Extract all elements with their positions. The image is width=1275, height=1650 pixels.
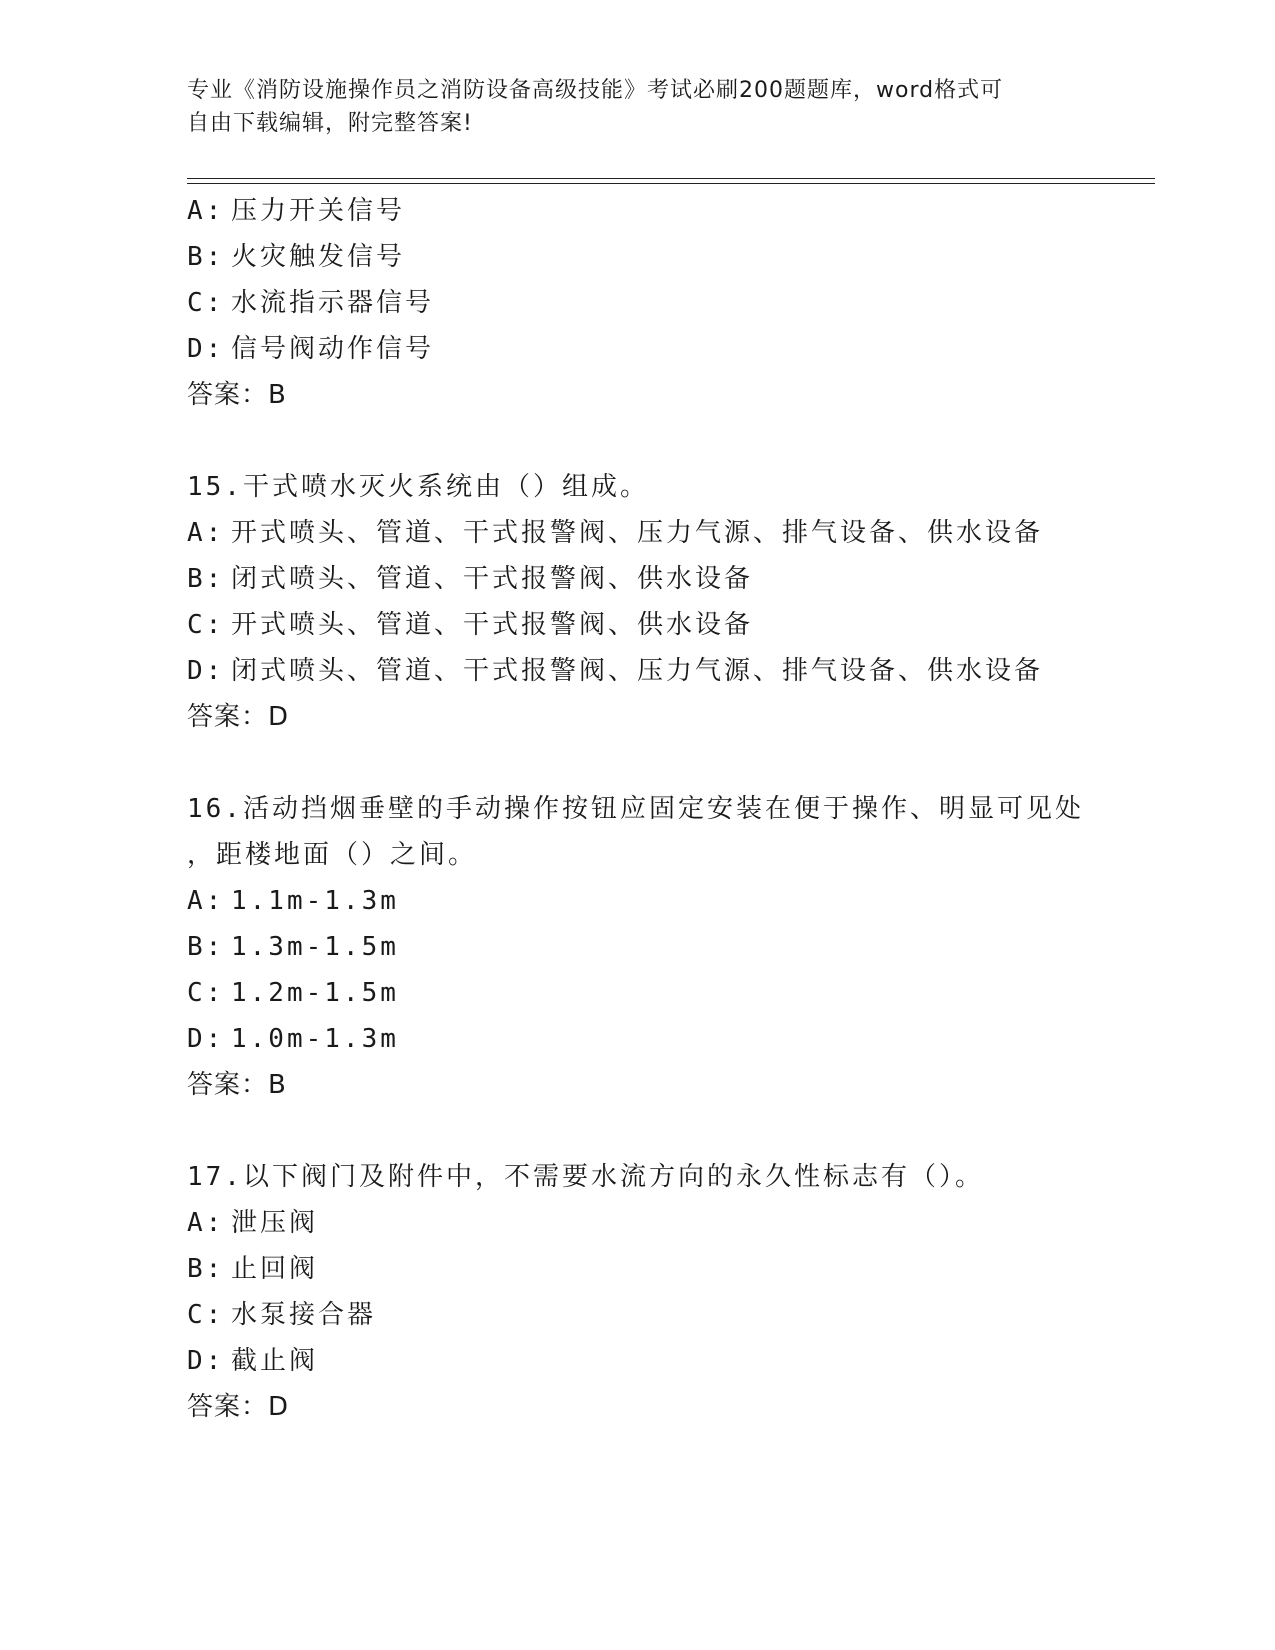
- option-c: [187, 280, 1147, 326]
- option-key: B:: [187, 932, 225, 962]
- spacer: [187, 1108, 1147, 1154]
- question-text-continued: ，距楼地面（）之间。: [187, 840, 478, 870]
- option-key: B:: [187, 564, 225, 594]
- option-a: [187, 188, 1147, 234]
- question-15: [187, 464, 1147, 740]
- option-b: [187, 924, 1147, 970]
- option-c: [187, 1292, 1147, 1338]
- question-17: [187, 1154, 1147, 1430]
- option-key: D:: [187, 1346, 225, 1376]
- spacer: [187, 740, 1147, 786]
- option-key: C:: [187, 288, 225, 318]
- option-text: 截止阀: [231, 1346, 319, 1376]
- option-text: 水泵接合器: [231, 1300, 377, 1330]
- option-key: B:: [187, 1254, 225, 1284]
- header-line-1: 专业《消防设施操作员之消防设备高级技能》考试必刷200题题库，word格式可: [187, 78, 1004, 103]
- option-text: 水流指示器信号: [231, 288, 435, 318]
- option-text: 1.0m-1.3m: [231, 1024, 399, 1054]
- option-text: 火灾触发信号: [231, 242, 406, 272]
- option-d: [187, 326, 1147, 372]
- answer-line: 答案：D: [187, 702, 290, 732]
- option-b: [187, 1246, 1147, 1292]
- option-c: [187, 970, 1147, 1016]
- option-key: A:: [187, 196, 225, 226]
- question-text: 16.活动挡烟垂壁的手动操作按钮应固定安装在便于操作、明显可见处: [187, 794, 1084, 824]
- option-key: C:: [187, 1300, 225, 1330]
- option-text: 1.2m-1.5m: [231, 978, 399, 1008]
- option-text: 泄压阀: [231, 1208, 319, 1238]
- option-d: [187, 1338, 1147, 1384]
- option-a: [187, 1200, 1147, 1246]
- option-key: C:: [187, 610, 225, 640]
- option-key: C:: [187, 978, 225, 1008]
- question-list: [187, 188, 1147, 1430]
- option-key: D:: [187, 334, 225, 364]
- option-text: 1.1m-1.3m: [231, 886, 399, 916]
- header-divider-top: [187, 178, 1155, 179]
- spacer: [187, 418, 1147, 464]
- option-b: [187, 556, 1147, 602]
- option-d: [187, 648, 1147, 694]
- option-text: 开式喷头、管道、干式报警阀、压力气源、排气设备、供水设备: [231, 518, 1044, 548]
- answer-line: 答案：B: [187, 380, 287, 410]
- answer-line: 答案：D: [187, 1392, 290, 1422]
- question-14: [187, 188, 1147, 418]
- question-text: 17.以下阀门及附件中，不需要水流方向的永久性标志有（）。: [187, 1162, 984, 1192]
- header-line-2: 自由下载编辑，附完整答案!: [187, 111, 473, 136]
- option-key: A:: [187, 1208, 225, 1238]
- option-d: [187, 1016, 1147, 1062]
- option-a: [187, 510, 1147, 556]
- option-text: 闭式喷头、管道、干式报警阀、压力气源、排气设备、供水设备: [231, 656, 1044, 686]
- document-header: [187, 74, 1087, 140]
- option-key: B:: [187, 242, 225, 272]
- option-text: 止回阀: [231, 1254, 319, 1284]
- option-key: A:: [187, 886, 225, 916]
- option-text: 闭式喷头、管道、干式报警阀、供水设备: [231, 564, 754, 594]
- option-a: [187, 878, 1147, 924]
- answer-line: 答案：B: [187, 1070, 287, 1100]
- option-key: A:: [187, 518, 225, 548]
- option-key: D:: [187, 656, 225, 686]
- header-divider-bottom: [187, 183, 1155, 184]
- question-text: 15.干式喷水灭火系统由（）组成。: [187, 472, 649, 502]
- option-text: 信号阀动作信号: [231, 334, 435, 364]
- question-16: [187, 786, 1147, 1108]
- option-text: 开式喷头、管道、干式报警阀、供水设备: [231, 610, 754, 640]
- option-b: [187, 234, 1147, 280]
- option-key: D:: [187, 1024, 225, 1054]
- option-c: [187, 602, 1147, 648]
- option-text: 压力开关信号: [231, 196, 406, 226]
- option-text: 1.3m-1.5m: [231, 932, 399, 962]
